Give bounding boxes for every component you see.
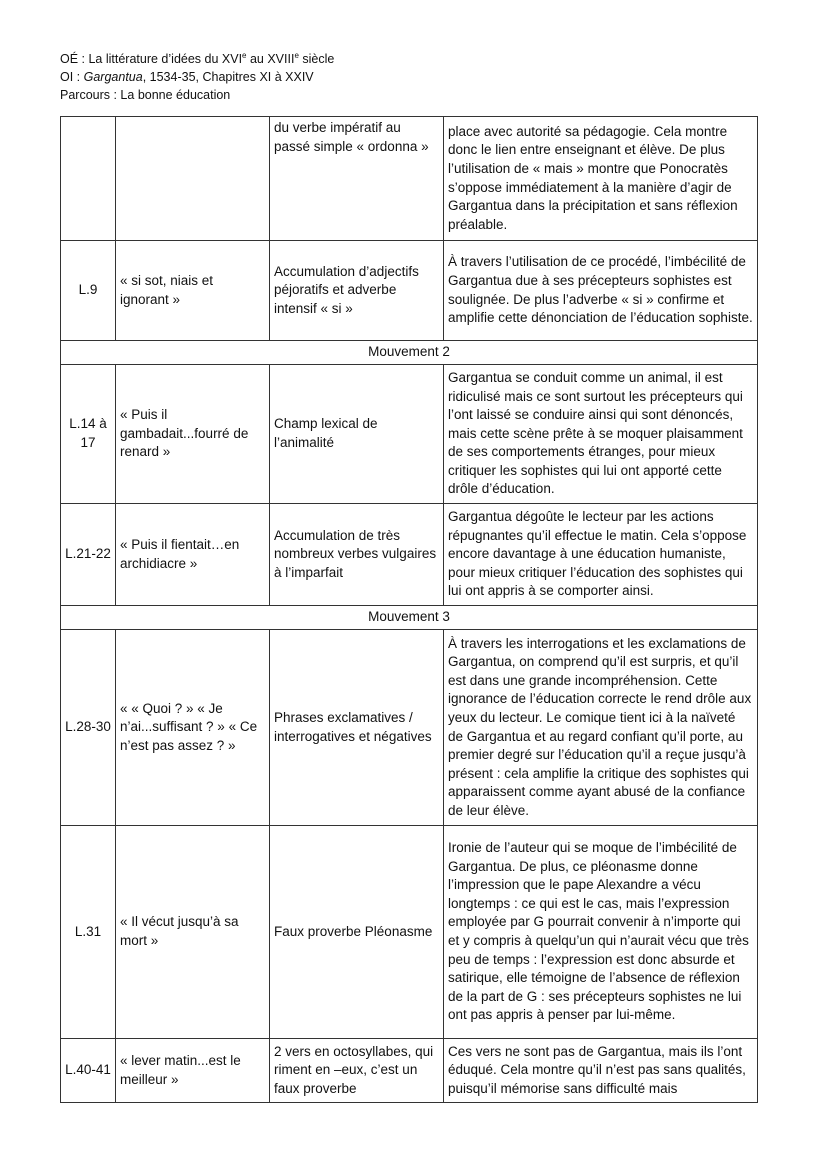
table-row [61, 117, 758, 241]
document-header [60, 50, 334, 104]
table-row [61, 504, 758, 606]
line-ref-cell: L.21-22 [61, 504, 116, 606]
line-ref-cell: L.40-41 [61, 1039, 116, 1103]
analysis-cell: À travers l’utilisation de ce procédé, l’imbécilité de Gargantua due à ses précepteurs sophistes est soulignée. De plus l’adverbe « si » confirme et amplifie cette dénonciation de l’éducation sophiste. [444, 241, 758, 341]
analysis-cell: Gargantua se conduit comme un animal, il est ridiculisé mais ce sont surtout les précepteurs qui l’ont laissé se conduire ainsi qui sont dénoncés, mais cette scène prête à se moquer plaisamment de ses comportements étranges, pour mieux critiquer les sophistes qui lui ont apporté cette drôle d’éducation. [444, 365, 758, 504]
table-row [61, 241, 758, 341]
process-cell: Phrases exclamatives / interrogatives et négatives [270, 630, 444, 826]
process-cell: Faux proverbe Pléonasme [270, 826, 444, 1039]
header-parcours-line: Parcours : La bonne éducation [60, 88, 231, 102]
quote-cell: « lever matin...est le meilleur » [116, 1039, 270, 1103]
movement-heading: Mouvement 3 [61, 606, 758, 630]
line-ref-cell: L.9 [61, 241, 116, 341]
analysis-cell: Ces vers ne sont pas de Gargantua, mais ils l’ont éduqué. Cela montre qu’il n’est pas sans qualités, puisqu’il mémorise sans difficulté mais [444, 1039, 758, 1103]
analysis-cell: À travers les interrogations et les exclamations de Gargantua, on comprend qu’il est surpris, et qu’il est dans une grande incompréhension. Cette ignorance de l’éducation correcte le rend drôle aux yeux du lecteur. Le comique tient ici à la naïveté de Gargantua et au regard confiant qu’il porte, au premier degré sur l’éducation qu’il a reçue jusqu’à présent : cela amplifie la critique des sophistes qui apparaissent comme ayant abusé de la confiance de leur élève. [444, 630, 758, 826]
movement-heading: Mouvement 2 [61, 341, 758, 365]
process-cell: 2 vers en octosyllabes, qui riment en –eux, c’est un faux proverbe [270, 1039, 444, 1103]
quote-cell: « Il vécut jusqu’à sa mort » [116, 826, 270, 1039]
movement-row [61, 606, 758, 630]
analysis-cell: Gargantua dégoûte le lecteur par les actions répugnantes qu’il effectue le matin. Cela s’oppose encore davantage à une éducation humaniste, pour mieux critiquer l’éducation des sophistes qui lui ont appris à se comporter ainsi. [444, 504, 758, 606]
header-work-line: OI : Gargantua, 1534-35, Chapitres XI à XXIV [60, 70, 314, 84]
quote-cell: « Puis il gambadait...fourré de renard » [116, 365, 270, 504]
quote-cell: « « Quoi ? » « Je n’ai...suffisant ? » « Ce n’est pas assez ? » [116, 630, 270, 826]
line-ref-cell: L.14 à 17 [61, 365, 116, 504]
table-row [61, 365, 758, 504]
analysis-cell: Ironie de l’auteur qui se moque de l’imbécilité de Gargantua. De plus, ce pléonasme donne l’impression que le pape Alexandre a vécu longtemps : ce qui est le cas, mais l’expression employée par G pourrait convenir à n’importe qui et y compris à quelqu’un qui n’aurait vécu que très peu de temps : l’expression est donc absurde et satirique, elle témoigne de l’absence de réflexion de la part de G : ses précepteurs sophistes ne lui ont pas appris à penser par lui-même. [444, 826, 758, 1039]
process-cell: Accumulation d’adjectifs péjoratifs et adverbe intensif « si » [270, 241, 444, 341]
movement-row [61, 341, 758, 365]
header-object-line: OÉ : La littérature d’idées du XVIe au XVIIIe siècle [60, 50, 335, 66]
line-ref-cell [61, 117, 116, 241]
quote-cell: « si sot, niais et ignorant » [116, 241, 270, 341]
table-row [61, 630, 758, 826]
analysis-table [60, 116, 758, 1103]
process-cell: du verbe impératif au passé simple « ordonna » [270, 117, 444, 241]
line-ref-cell: L.31 [61, 826, 116, 1039]
table-row [61, 1039, 758, 1103]
analysis-cell: place avec autorité sa pédagogie. Cela montre donc le lien entre enseignant et élève. De plus l’utilisation de « mais » montre que Ponocratès s’oppose immédiatement à la manière d’agir de Gargantua dans la précipitation et sans réflexion préalable. [444, 117, 758, 241]
quote-cell: « Puis il fientait…en archidiacre » [116, 504, 270, 606]
line-ref-cell: L.28-30 [61, 630, 116, 826]
table-row [61, 826, 758, 1039]
process-cell: Champ lexical de l’animalité [270, 365, 444, 504]
quote-cell [116, 117, 270, 241]
process-cell: Accumulation de très nombreux verbes vulgaires à l’imparfait [270, 504, 444, 606]
